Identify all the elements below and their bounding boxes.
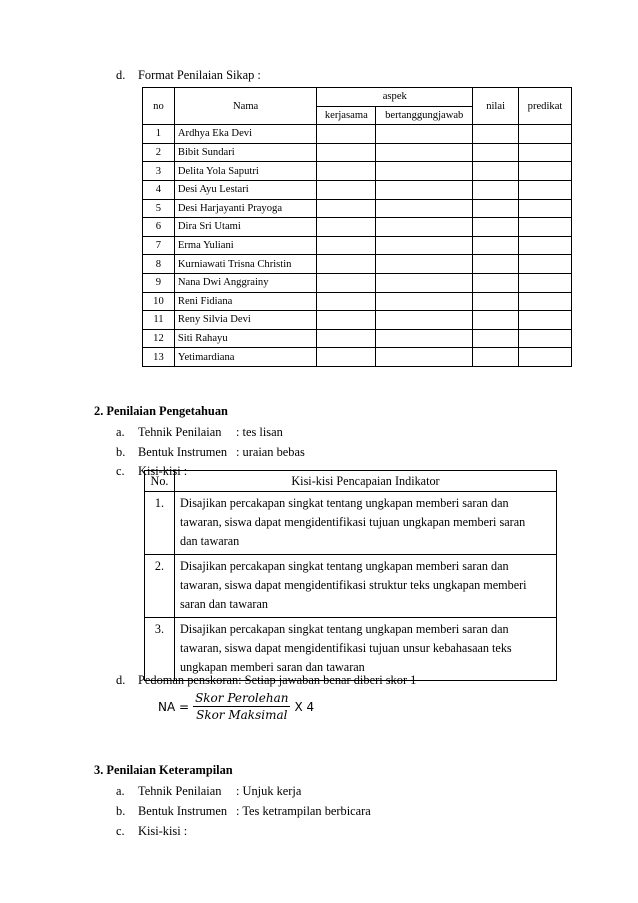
- predikat-cell: [519, 329, 572, 348]
- kerjasama-cell: [317, 143, 376, 162]
- section-3-heading: 3. Penilaian Keterampilan: [94, 763, 233, 777]
- row-nama: Yetimardiana: [174, 348, 316, 367]
- table-row: [143, 329, 572, 348]
- list-item-marker: b.: [116, 445, 126, 459]
- row-nama: Bibit Sundari: [174, 143, 316, 162]
- header-bertanggungjawab: bertanggungjawab: [376, 106, 473, 125]
- predikat-cell: [519, 236, 572, 255]
- list-item-label: Tehnik Penilaian: [138, 784, 222, 798]
- list-item-marker: c.: [116, 464, 125, 478]
- list-item-value: : uraian bebas: [236, 445, 305, 459]
- table-row: [143, 311, 572, 330]
- row-no: 4: [143, 180, 175, 199]
- row-no: 8: [143, 255, 175, 274]
- nilai-cell: [473, 292, 519, 311]
- table-row: [143, 255, 572, 274]
- kisi-row-text: [175, 492, 557, 555]
- section-2-heading: 2. Penilaian Pengetahuan: [94, 404, 228, 418]
- list-item-label: Bentuk Instrumen: [138, 445, 228, 459]
- kisi-text-line: tawaran, siswa dapat mengidentifikasi tujuan unsur kebahasaan teks: [180, 641, 512, 655]
- kisi-header-title: Kisi-kisi Pencapaian Indikator: [175, 471, 557, 492]
- kerjasama-cell: [317, 199, 376, 218]
- header-nama: Nama: [174, 88, 316, 125]
- kerjasama-cell: [317, 162, 376, 181]
- row-no: 5: [143, 199, 175, 218]
- table-row: [143, 199, 572, 218]
- kisi-row-text: [175, 555, 557, 618]
- row-no: 7: [143, 236, 175, 255]
- row-nama: Erma Yuliani: [174, 236, 316, 255]
- row-no: 2: [143, 143, 175, 162]
- nilai-cell: [473, 311, 519, 330]
- list-item-marker: a.: [116, 784, 125, 798]
- section-d-title: Format Penilaian Sikap :: [138, 68, 261, 82]
- table-row: [143, 236, 572, 255]
- row-nama: Kurniawati Trisna Christin: [174, 255, 316, 274]
- row-nama: Nana Dwi Anggrainy: [174, 273, 316, 292]
- kerjasama-cell: [317, 180, 376, 199]
- list-item-label: Kisi-kisi :: [138, 464, 188, 478]
- kerjasama-cell: [317, 348, 376, 367]
- row-no: 3: [143, 162, 175, 181]
- na-formula: [158, 690, 314, 723]
- list-item-marker: b.: [116, 804, 126, 818]
- predikat-cell: [519, 143, 572, 162]
- kisi-text-line: Disajikan percakapan singkat tentang ungkapan memberi saran dan: [180, 559, 509, 573]
- row-no: 6: [143, 218, 175, 237]
- formula-denominator: Skor Maksimal: [196, 708, 288, 722]
- predikat-cell: [519, 273, 572, 292]
- kerjasama-cell: [317, 218, 376, 237]
- list-item-label: Tehnik Penilaian: [138, 425, 222, 439]
- list-item-label: Bentuk Instrumen: [138, 804, 228, 818]
- predikat-cell: [519, 162, 572, 181]
- kerjasama-cell: [317, 311, 376, 330]
- row-nama: Desi Ayu Lestari: [174, 180, 316, 199]
- row-no: 9: [143, 273, 175, 292]
- nilai-cell: [473, 218, 519, 237]
- pedoman-marker: d.: [116, 673, 126, 687]
- list-item-value: : tes lisan: [236, 425, 283, 439]
- row-no: 12: [143, 329, 175, 348]
- kisi-text-line: Disajikan percakapan singkat tentang ungkapan memberi saran dan: [180, 496, 509, 510]
- table-row: [143, 180, 572, 199]
- table-row: [143, 162, 572, 181]
- bertanggungjawab-cell: [376, 180, 473, 199]
- kisi-kisi-table: [144, 470, 557, 681]
- table-row: [143, 143, 572, 162]
- kisi-row-no: 2.: [145, 555, 175, 618]
- formula-lhs: NA =: [158, 699, 190, 714]
- bertanggungjawab-cell: [376, 199, 473, 218]
- list-item-marker: a.: [116, 425, 125, 439]
- row-nama: Desi Harjayanti Prayoga: [174, 199, 316, 218]
- list-item-label: Kisi-kisi :: [138, 824, 188, 838]
- header-predikat: predikat: [519, 88, 572, 125]
- predikat-cell: [519, 125, 572, 144]
- nilai-cell: [473, 162, 519, 181]
- kerjasama-cell: [317, 236, 376, 255]
- predikat-cell: [519, 292, 572, 311]
- kisi-row-no: 1.: [145, 492, 175, 555]
- header-aspek: aspek: [317, 88, 473, 107]
- predikat-cell: [519, 199, 572, 218]
- kisi-text-line: dan tawaran: [180, 534, 240, 548]
- bertanggungjawab-cell: [376, 162, 473, 181]
- kerjasama-cell: [317, 329, 376, 348]
- table-row: [143, 125, 572, 144]
- kisi-text-line: tawaran, siswa dapat mengidentifikasi tujuan ungkapan memberi saran: [180, 515, 526, 529]
- table-row: [145, 555, 557, 618]
- sikap-assessment-table: [142, 87, 572, 367]
- kerjasama-cell: [317, 125, 376, 144]
- row-nama: Reni Fidiana: [174, 292, 316, 311]
- bertanggungjawab-cell: [376, 311, 473, 330]
- table-row: [143, 292, 572, 311]
- row-nama: Reny Silvia Devi: [174, 311, 316, 330]
- nilai-cell: [473, 255, 519, 274]
- bertanggungjawab-cell: [376, 255, 473, 274]
- kisi-text-line: tawaran, siswa dapat mengidentifikasi struktur teks ungkapan memberi: [180, 578, 527, 592]
- kisi-row-text: [175, 618, 557, 681]
- table-row: [145, 492, 557, 555]
- row-no: 1: [143, 125, 175, 144]
- nilai-cell: [473, 329, 519, 348]
- header-kerjasama: kerjasama: [317, 106, 376, 125]
- kisi-text-line: ungkapan memberi saran dan tawaran: [180, 660, 365, 674]
- table-row: [145, 618, 557, 681]
- nilai-cell: [473, 236, 519, 255]
- bertanggungjawab-cell: [376, 292, 473, 311]
- bertanggungjawab-cell: [376, 348, 473, 367]
- row-no: 10: [143, 292, 175, 311]
- kisi-row-no: 3.: [145, 618, 175, 681]
- list-item-value: : Tes ketrampilan berbicara: [236, 804, 371, 818]
- predikat-cell: [519, 255, 572, 274]
- table-row: [143, 218, 572, 237]
- nilai-cell: [473, 273, 519, 292]
- list-item-value: : Unjuk kerja: [236, 784, 302, 798]
- bertanggungjawab-cell: [376, 329, 473, 348]
- header-no: no: [143, 88, 175, 125]
- nilai-cell: [473, 180, 519, 199]
- bertanggungjawab-cell: [376, 143, 473, 162]
- kerjasama-cell: [317, 273, 376, 292]
- list-item-marker: c.: [116, 824, 125, 838]
- bertanggungjawab-cell: [376, 273, 473, 292]
- nilai-cell: [473, 348, 519, 367]
- nilai-cell: [473, 125, 519, 144]
- formula-fraction: [193, 690, 290, 723]
- kerjasama-cell: [317, 255, 376, 274]
- formula-numerator: Skor Perolehan: [195, 691, 289, 705]
- predikat-cell: [519, 348, 572, 367]
- predikat-cell: [519, 311, 572, 330]
- table-row: [143, 273, 572, 292]
- row-nama: Dira Sri Utami: [174, 218, 316, 237]
- row-nama: Siti Rahayu: [174, 329, 316, 348]
- row-nama: Ardhya Eka Devi: [174, 125, 316, 144]
- row-no: 11: [143, 311, 175, 330]
- row-no: 13: [143, 348, 175, 367]
- header-nilai: nilai: [473, 88, 519, 125]
- formula-rhs: X 4: [294, 699, 315, 714]
- pedoman-text: Pedoman penskoran: Setiap jawaban benar diberi skor 1: [138, 673, 417, 687]
- kisi-text-line: saran dan tawaran: [180, 597, 268, 611]
- table-row: [143, 348, 572, 367]
- predikat-cell: [519, 218, 572, 237]
- section-d-marker: d.: [116, 68, 126, 82]
- bertanggungjawab-cell: [376, 218, 473, 237]
- kisi-text-line: Disajikan percakapan singkat tentang ungkapan memberi saran dan: [180, 622, 509, 636]
- nilai-cell: [473, 143, 519, 162]
- kisi-header-no: No.: [145, 471, 175, 492]
- bertanggungjawab-cell: [376, 125, 473, 144]
- kerjasama-cell: [317, 292, 376, 311]
- row-nama: Delita Yola Saputri: [174, 162, 316, 181]
- predikat-cell: [519, 180, 572, 199]
- bertanggungjawab-cell: [376, 236, 473, 255]
- nilai-cell: [473, 199, 519, 218]
